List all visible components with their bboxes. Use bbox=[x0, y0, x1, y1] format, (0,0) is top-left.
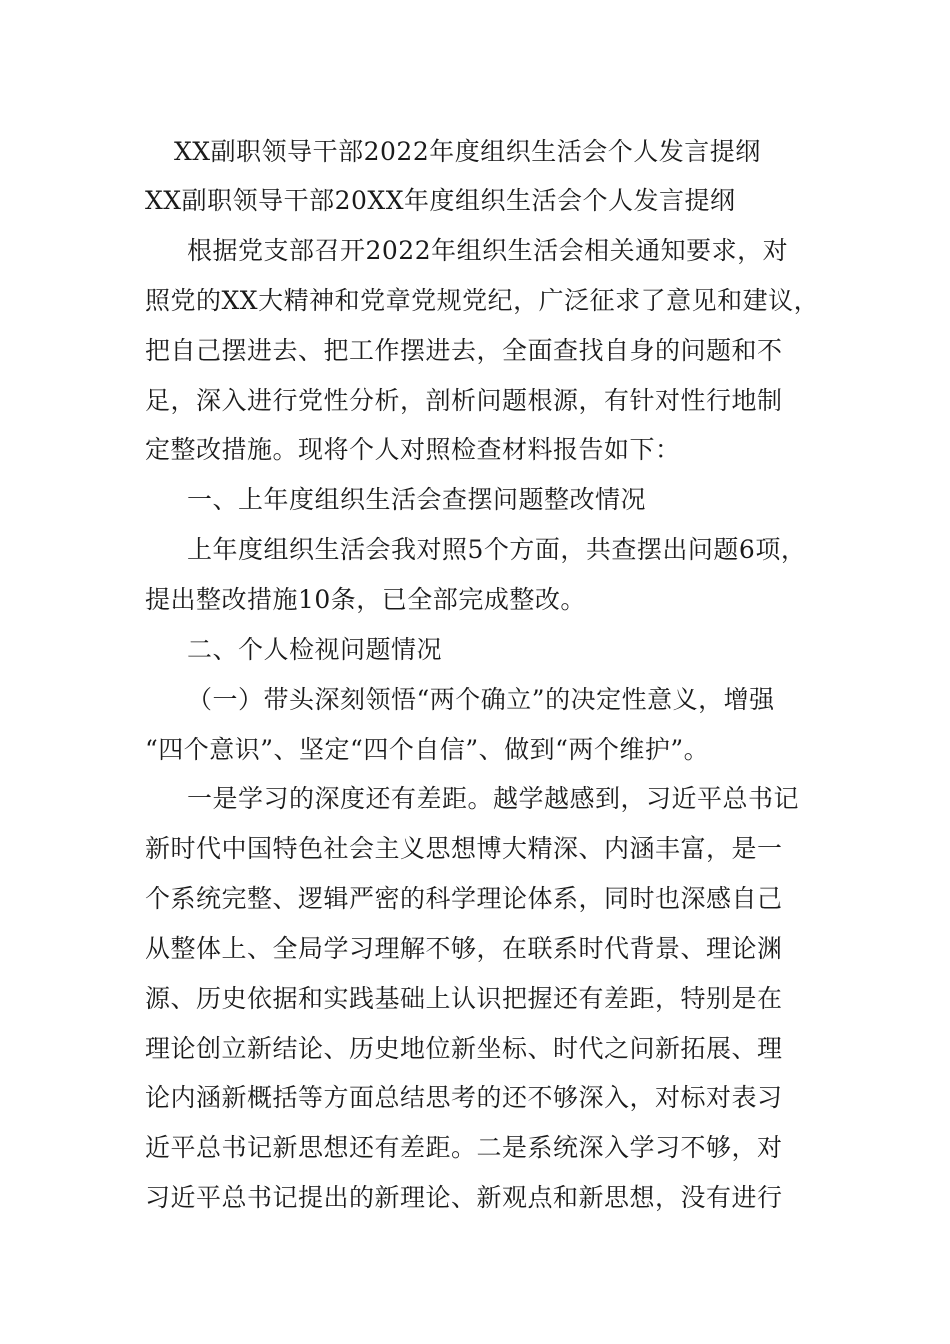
intro-line: 照党的XX大精神和党章党规党纪，广泛征求了意见和建议， bbox=[145, 286, 820, 315]
intro-line: 把自己摆进去、把工作摆进去，全面查找自身的问题和不 bbox=[145, 336, 783, 365]
body-line: 理论创立新结论、历史地位新坐标、时代之问新拓展、理 bbox=[145, 1034, 783, 1063]
intro-line: 定整改措施。现将个人对照检查材料报告如下： bbox=[145, 435, 681, 464]
section1-line: 提出整改措施10条，已全部完成整改。 bbox=[145, 585, 586, 614]
body-line: 新时代中国特色社会主义思想博大精深、内涵丰富，是一 bbox=[145, 834, 783, 863]
body-line: 论内涵新概括等方面总结思考的还不够深入，对标对表习 bbox=[145, 1083, 783, 1112]
body-line: 个系统完整、逻辑严密的科学理论体系，同时也深感自己 bbox=[145, 884, 783, 913]
subsection-heading-line: （一）带头深刻领悟“两个确立”的决定性意义，增强 bbox=[187, 685, 775, 714]
subsection-heading-line: “四个意识”、坚定“四个自信”、做到“两个维护”。 bbox=[145, 735, 710, 764]
section-heading: 一、上年度组织生活会查摆问题整改情况 bbox=[187, 485, 647, 514]
body-line: 源、历史依据和实践基础上认识把握还有差距，特别是在 bbox=[145, 984, 783, 1013]
section-heading: 二、个人检视问题情况 bbox=[187, 635, 443, 664]
intro-line: 根据党支部召开2022年组织生活会相关通知要求，对 bbox=[187, 236, 789, 265]
body-line: 习近平总书记提出的新理论、新观点和新思想，没有进行 bbox=[145, 1183, 783, 1212]
body-line: 从整体上、全局学习理解不够，在联系时代背景、理论渊 bbox=[145, 934, 783, 963]
body-line: 一是学习的深度还有差距。越学越感到，习近平总书记 bbox=[187, 784, 800, 813]
intro-line: 足，深入进行党性分析，剖析问题根源，有针对性行地制 bbox=[145, 386, 783, 415]
document-title: XX副职领导干部2022年度组织生活会个人发言提纲 bbox=[174, 137, 761, 166]
document-subtitle: XX副职领导干部20XX年度组织生活会个人发言提纲 bbox=[145, 186, 736, 215]
section1-line: 上年度组织生活会我对照5个方面，共查摆出问题6项， bbox=[187, 535, 807, 564]
body-line: 近平总书记新思想还有差距。二是系统深入学习不够，对 bbox=[145, 1133, 783, 1162]
